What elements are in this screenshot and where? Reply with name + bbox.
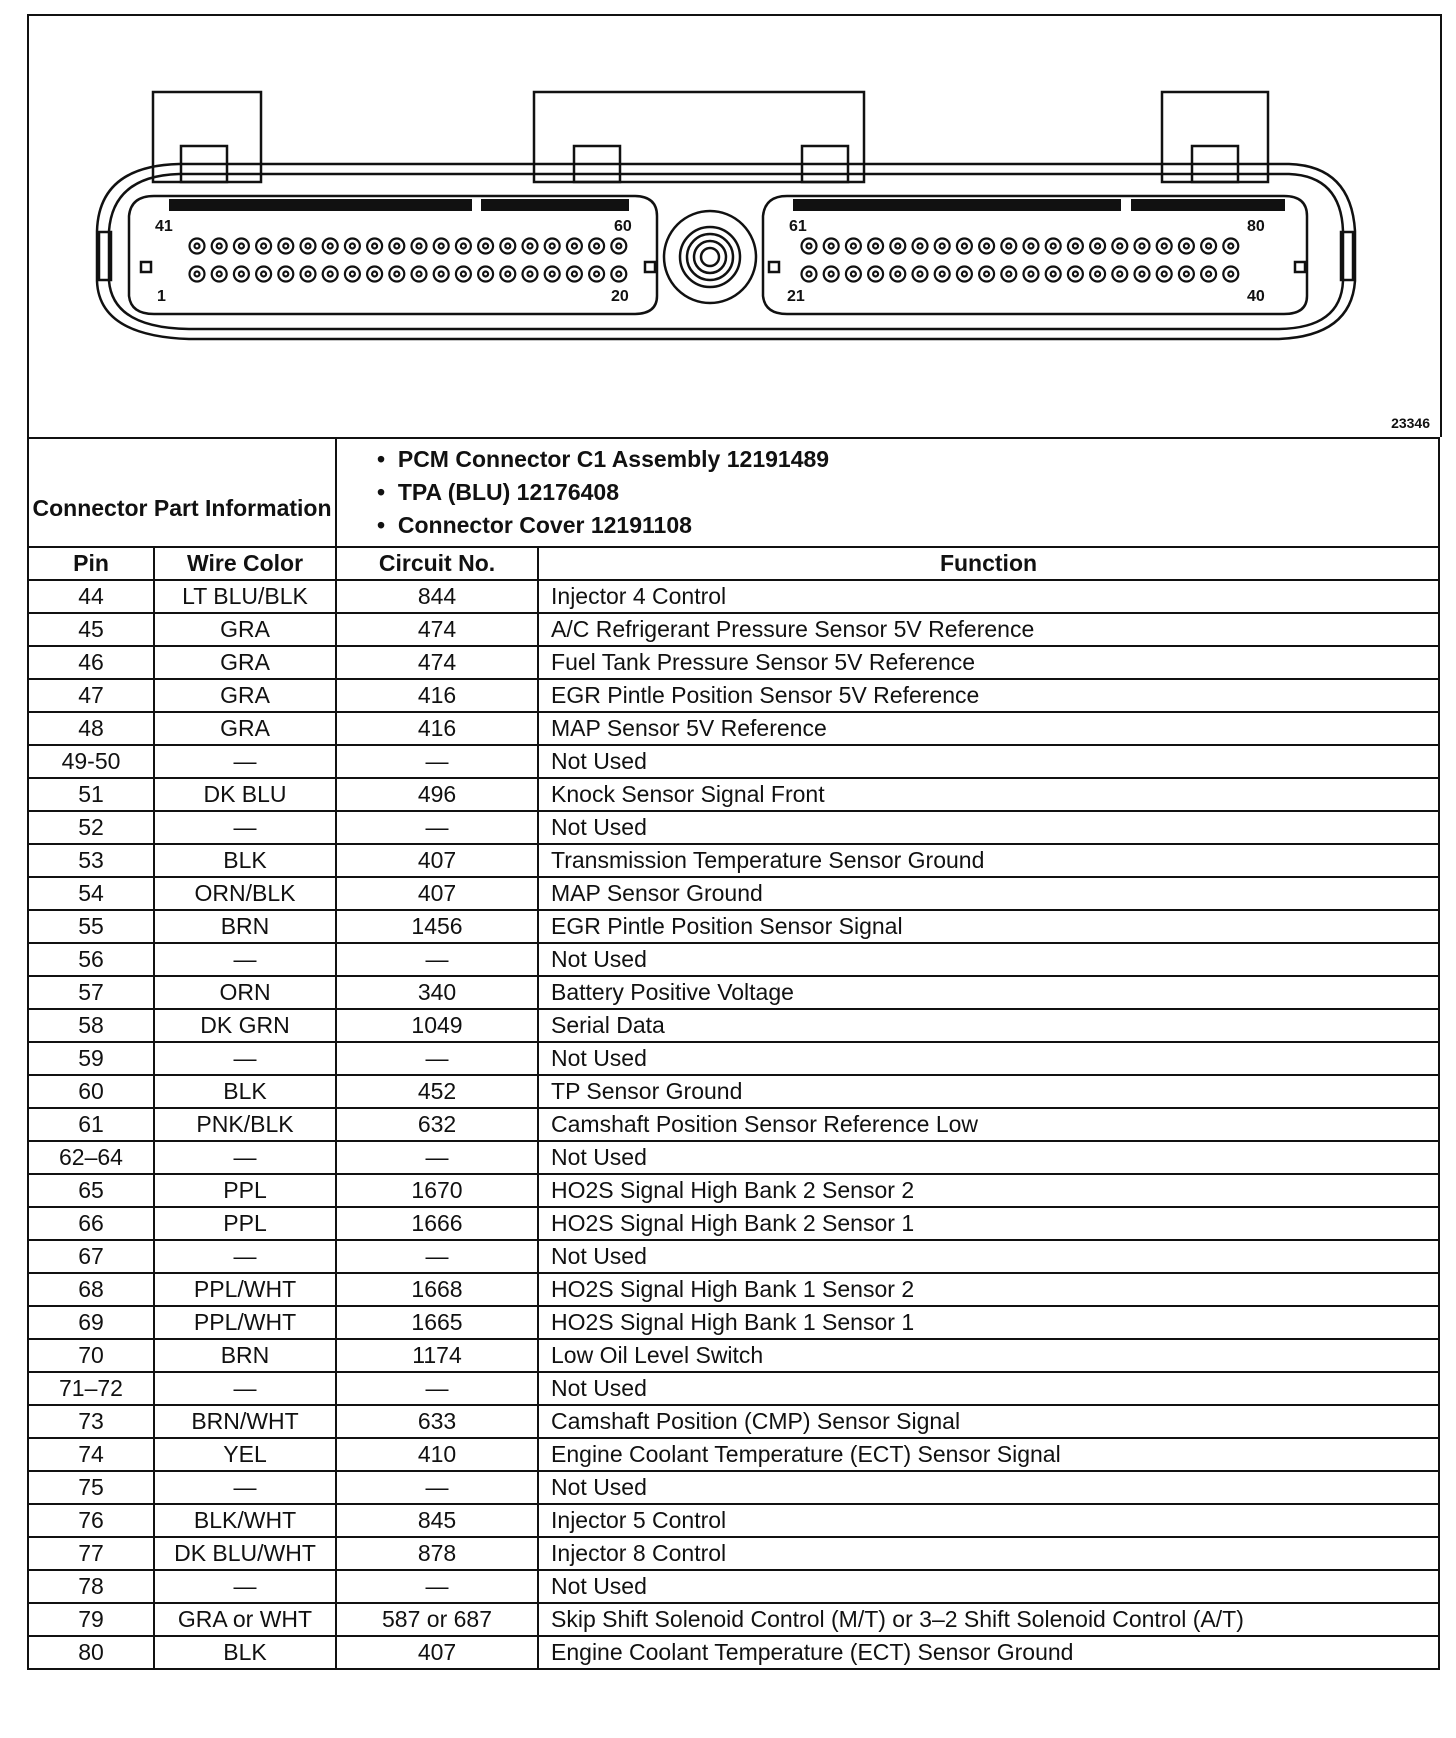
wire-color-cell: BLK bbox=[154, 844, 336, 877]
circuit-cell: 407 bbox=[336, 844, 538, 877]
pin-cavity-center bbox=[239, 244, 244, 249]
pin-cell: 71–72 bbox=[28, 1372, 154, 1405]
function-cell: Transmission Temperature Sensor Ground bbox=[538, 844, 1439, 877]
pin-cavity-center bbox=[461, 272, 466, 277]
function-cell: Not Used bbox=[538, 1141, 1439, 1174]
pin-cavity-center bbox=[1051, 244, 1056, 249]
pin-cavity-center bbox=[1206, 244, 1211, 249]
function-cell: Knock Sensor Signal Front bbox=[538, 778, 1439, 811]
pin-cavity-center bbox=[550, 272, 555, 277]
table-row bbox=[28, 1438, 1439, 1471]
pin-cavity-center bbox=[940, 272, 945, 277]
pin-cell: 66 bbox=[28, 1207, 154, 1240]
table-row bbox=[28, 844, 1439, 877]
table-row bbox=[28, 646, 1439, 679]
pin-cavity-center bbox=[962, 244, 967, 249]
pin-cell: 77 bbox=[28, 1537, 154, 1570]
function-cell: Not Used bbox=[538, 1471, 1439, 1504]
pin-cavity-center bbox=[1228, 244, 1233, 249]
wire-color-cell: — bbox=[154, 1141, 336, 1174]
pin-cell: 78 bbox=[28, 1570, 154, 1603]
pin-cavity-center bbox=[417, 244, 422, 249]
wire-color-cell: LT BLU/BLK bbox=[154, 580, 336, 613]
pin-cavity-center bbox=[483, 272, 488, 277]
wire-color-cell: — bbox=[154, 943, 336, 976]
pin-cell: 79 bbox=[28, 1603, 154, 1636]
table-row bbox=[28, 1603, 1439, 1636]
circuit-cell: 496 bbox=[336, 778, 538, 811]
pin-cavity-center bbox=[1140, 272, 1145, 277]
pin-cell: 62–64 bbox=[28, 1141, 154, 1174]
table-row bbox=[28, 679, 1439, 712]
pin-cavity-center bbox=[505, 272, 510, 277]
pin-cavity-center bbox=[984, 244, 989, 249]
pin-cell: 80 bbox=[28, 1636, 154, 1669]
function-cell: Engine Coolant Temperature (ECT) Sensor Ground bbox=[538, 1636, 1439, 1669]
circuit-cell: 1049 bbox=[336, 1009, 538, 1042]
pin-cavity-center bbox=[829, 272, 834, 277]
pin-cell: 49-50 bbox=[28, 745, 154, 778]
circuit-cell: 1668 bbox=[336, 1273, 538, 1306]
pin-cavity-center bbox=[962, 272, 967, 277]
pin-cell: 48 bbox=[28, 712, 154, 745]
function-cell: MAP Sensor 5V Reference bbox=[538, 712, 1439, 745]
table-row bbox=[28, 877, 1439, 910]
function-cell: HO2S Signal High Bank 1 Sensor 2 bbox=[538, 1273, 1439, 1306]
pin-cell: 53 bbox=[28, 844, 154, 877]
pin-cavity-center bbox=[372, 244, 377, 249]
wire-color-cell: BLK bbox=[154, 1636, 336, 1669]
part-info-item: • Connector Cover 12191108 bbox=[377, 512, 692, 538]
part-info-item: • PCM Connector C1 Assembly 12191489 bbox=[377, 446, 830, 472]
wire-color-cell: DK BLU bbox=[154, 778, 336, 811]
function-cell: Battery Positive Voltage bbox=[538, 976, 1439, 1009]
pin-cavity-center bbox=[1117, 272, 1122, 277]
figure-number: 23346 bbox=[1391, 415, 1430, 431]
connector-diagram-panel bbox=[27, 14, 1442, 437]
pin-cavity-center bbox=[306, 244, 311, 249]
pin-cavity-center bbox=[1006, 244, 1011, 249]
pin-cavity-center bbox=[1162, 272, 1167, 277]
function-cell: Not Used bbox=[538, 1372, 1439, 1405]
pin-cell: 58 bbox=[28, 1009, 154, 1042]
circuit-cell: — bbox=[336, 811, 538, 844]
wire-color-cell: GRA bbox=[154, 646, 336, 679]
function-cell: Skip Shift Solenoid Control (M/T) or 3–2 Shift Solenoid Control (A/T) bbox=[538, 1603, 1439, 1636]
pin-cavity-center bbox=[1073, 272, 1078, 277]
pin-cavity-center bbox=[984, 272, 989, 277]
pin-cavity-center bbox=[550, 244, 555, 249]
pin-cavity-center bbox=[217, 244, 222, 249]
table-row bbox=[28, 1141, 1439, 1174]
table-row bbox=[28, 976, 1439, 1009]
part-info-label: Connector Part Information bbox=[28, 438, 336, 547]
pin-cell: 52 bbox=[28, 811, 154, 844]
pin-cavity-center bbox=[328, 272, 333, 277]
pin-cavity-center bbox=[918, 244, 923, 249]
table-row bbox=[28, 1471, 1439, 1504]
pin-cell: 61 bbox=[28, 1108, 154, 1141]
circuit-cell: — bbox=[336, 745, 538, 778]
wire-color-cell: BLK/WHT bbox=[154, 1504, 336, 1537]
pin-cavity-center bbox=[1095, 272, 1100, 277]
circuit-cell: 1666 bbox=[336, 1207, 538, 1240]
function-cell: A/C Refrigerant Pressure Sensor 5V Reference bbox=[538, 613, 1439, 646]
table-row bbox=[28, 712, 1439, 745]
pin-cavity-center bbox=[851, 272, 856, 277]
function-cell: EGR Pintle Position Sensor Signal bbox=[538, 910, 1439, 943]
pin-cavity-center bbox=[439, 272, 444, 277]
function-cell: Serial Data bbox=[538, 1009, 1439, 1042]
pin-cavity-center bbox=[616, 244, 621, 249]
pin-cavity-center bbox=[1095, 244, 1100, 249]
table-row bbox=[28, 745, 1439, 778]
circuit-cell: 1174 bbox=[336, 1339, 538, 1372]
table-row bbox=[28, 1075, 1439, 1108]
table-row bbox=[28, 1504, 1439, 1537]
function-cell: Camshaft Position Sensor Reference Low bbox=[538, 1108, 1439, 1141]
wire-color-cell: DK GRN bbox=[154, 1009, 336, 1042]
pin-cell: 57 bbox=[28, 976, 154, 1009]
function-cell: Camshaft Position (CMP) Sensor Signal bbox=[538, 1405, 1439, 1438]
circuit-cell: 1456 bbox=[336, 910, 538, 943]
pin-cell: 76 bbox=[28, 1504, 154, 1537]
pin-label-40: 40 bbox=[1247, 288, 1265, 305]
pin-cavity-center bbox=[439, 244, 444, 249]
table-row bbox=[28, 1537, 1439, 1570]
table-row bbox=[28, 613, 1439, 646]
wire-color-cell: — bbox=[154, 1042, 336, 1075]
table-row bbox=[28, 1636, 1439, 1669]
wire-color-cell: GRA bbox=[154, 679, 336, 712]
circuit-cell: — bbox=[336, 1570, 538, 1603]
pin-cavity-center bbox=[350, 272, 355, 277]
pin-cavity-center bbox=[528, 272, 533, 277]
pin-cavity-center bbox=[195, 272, 200, 277]
function-cell: Not Used bbox=[538, 943, 1439, 976]
pin-cavity-center bbox=[829, 244, 834, 249]
table-row bbox=[28, 1207, 1439, 1240]
header-pin: Pin bbox=[28, 547, 154, 580]
table-row bbox=[28, 910, 1439, 943]
connector-document bbox=[27, 14, 1440, 1670]
circuit-cell: 587 or 687 bbox=[336, 1603, 538, 1636]
header-wire-color: Wire Color bbox=[154, 547, 336, 580]
circuit-cell: 633 bbox=[336, 1405, 538, 1438]
circuit-cell: 474 bbox=[336, 646, 538, 679]
pin-cavity-center bbox=[572, 272, 577, 277]
table-row bbox=[28, 778, 1439, 811]
pin-cavity-center bbox=[372, 272, 377, 277]
pin-cavity-center bbox=[328, 244, 333, 249]
wire-color-cell: — bbox=[154, 745, 336, 778]
pin-cell: 75 bbox=[28, 1471, 154, 1504]
circuit-cell: 878 bbox=[336, 1537, 538, 1570]
pin-label-80: 80 bbox=[1247, 218, 1265, 235]
pin-table bbox=[27, 437, 1440, 1670]
table-row bbox=[28, 580, 1439, 613]
wire-color-cell: BLK bbox=[154, 1075, 336, 1108]
circuit-cell: 1665 bbox=[336, 1306, 538, 1339]
wire-color-cell: DK BLU/WHT bbox=[154, 1537, 336, 1570]
part-info-item: • TPA (BLU) 12176408 bbox=[377, 479, 619, 505]
function-cell: Not Used bbox=[538, 745, 1439, 778]
pin-cavity-center bbox=[873, 272, 878, 277]
pin-cell: 73 bbox=[28, 1405, 154, 1438]
pin-cell: 56 bbox=[28, 943, 154, 976]
wire-color-cell: PPL bbox=[154, 1174, 336, 1207]
circuit-cell: 474 bbox=[336, 613, 538, 646]
pin-cavity-center bbox=[283, 244, 288, 249]
pin-cavity-center bbox=[895, 244, 900, 249]
pin-cavity-center bbox=[1184, 244, 1189, 249]
pin-cavity-center bbox=[394, 244, 399, 249]
pin-cavity-center bbox=[217, 272, 222, 277]
header-circuit: Circuit No. bbox=[336, 547, 538, 580]
wire-color-cell: PPL/WHT bbox=[154, 1306, 336, 1339]
pin-cavity-center bbox=[807, 272, 812, 277]
circuit-cell: 632 bbox=[336, 1108, 538, 1141]
circuit-cell: 410 bbox=[336, 1438, 538, 1471]
wire-color-cell: — bbox=[154, 1471, 336, 1504]
table-row bbox=[28, 1372, 1439, 1405]
function-cell: Injector 8 Control bbox=[538, 1537, 1439, 1570]
wire-color-cell: ORN/BLK bbox=[154, 877, 336, 910]
function-cell: TP Sensor Ground bbox=[538, 1075, 1439, 1108]
circuit-cell: 845 bbox=[336, 1504, 538, 1537]
part-info-list bbox=[336, 438, 1439, 547]
pin-cavity-center bbox=[195, 244, 200, 249]
wire-color-cell: YEL bbox=[154, 1438, 336, 1471]
pin-cell: 59 bbox=[28, 1042, 154, 1075]
pin-cavity-center bbox=[616, 272, 621, 277]
table-row bbox=[28, 811, 1439, 844]
table-row bbox=[28, 1042, 1439, 1075]
circuit-cell: 416 bbox=[336, 712, 538, 745]
pin-cell: 67 bbox=[28, 1240, 154, 1273]
wire-color-cell: — bbox=[154, 1372, 336, 1405]
circuit-cell: 844 bbox=[336, 580, 538, 613]
wire-color-cell: GRA or WHT bbox=[154, 1603, 336, 1636]
function-cell: HO2S Signal High Bank 2 Sensor 1 bbox=[538, 1207, 1439, 1240]
function-cell: HO2S Signal High Bank 1 Sensor 1 bbox=[538, 1306, 1439, 1339]
function-cell: Not Used bbox=[538, 1570, 1439, 1603]
circuit-cell: 416 bbox=[336, 679, 538, 712]
table-row bbox=[28, 1273, 1439, 1306]
circuit-cell: — bbox=[336, 1042, 538, 1075]
function-cell: Not Used bbox=[538, 1240, 1439, 1273]
pin-label-21: 21 bbox=[787, 288, 805, 305]
pin-cavity-center bbox=[505, 244, 510, 249]
function-cell: EGR Pintle Position Sensor 5V Reference bbox=[538, 679, 1439, 712]
circuit-cell: — bbox=[336, 1240, 538, 1273]
pin-label-41: 41 bbox=[155, 218, 173, 235]
wire-color-cell: GRA bbox=[154, 712, 336, 745]
table-row bbox=[28, 1405, 1439, 1438]
wire-color-cell: GRA bbox=[154, 613, 336, 646]
circuit-cell: 1670 bbox=[336, 1174, 538, 1207]
pin-cell: 68 bbox=[28, 1273, 154, 1306]
pin-cavity-center bbox=[1051, 272, 1056, 277]
wire-color-cell: BRN bbox=[154, 1339, 336, 1372]
pin-label-61: 61 bbox=[789, 218, 807, 235]
table-row bbox=[28, 943, 1439, 976]
pin-cavity-center bbox=[239, 272, 244, 277]
wire-color-cell: BRN bbox=[154, 910, 336, 943]
pin-cell: 65 bbox=[28, 1174, 154, 1207]
function-cell: Not Used bbox=[538, 1042, 1439, 1075]
pin-cavity-center bbox=[1029, 244, 1034, 249]
function-cell: Fuel Tank Pressure Sensor 5V Reference bbox=[538, 646, 1439, 679]
pin-cavity-center bbox=[940, 244, 945, 249]
table-row bbox=[28, 1339, 1439, 1372]
pin-cavity-center bbox=[417, 272, 422, 277]
pin-cavity-center bbox=[1140, 244, 1145, 249]
wire-color-cell: PPL/WHT bbox=[154, 1273, 336, 1306]
pin-cavity-center bbox=[350, 244, 355, 249]
pin-cavity-center bbox=[1162, 244, 1167, 249]
function-cell: MAP Sensor Ground bbox=[538, 877, 1439, 910]
pin-cavity-center bbox=[895, 272, 900, 277]
wire-color-cell: — bbox=[154, 1570, 336, 1603]
wire-color-cell: ORN bbox=[154, 976, 336, 1009]
pin-cell: 74 bbox=[28, 1438, 154, 1471]
pin-cell: 60 bbox=[28, 1075, 154, 1108]
pin-cavity-center bbox=[873, 244, 878, 249]
pin-cavity-center bbox=[851, 244, 856, 249]
table-row bbox=[28, 1570, 1439, 1603]
table-row bbox=[28, 1108, 1439, 1141]
wire-color-cell: BRN/WHT bbox=[154, 1405, 336, 1438]
pin-cavity-center bbox=[1117, 244, 1122, 249]
circuit-cell: 452 bbox=[336, 1075, 538, 1108]
pin-cavity-center bbox=[1073, 244, 1078, 249]
pin-cavity-center bbox=[1029, 272, 1034, 277]
pin-label-20: 20 bbox=[611, 288, 629, 305]
circuit-cell: — bbox=[336, 1471, 538, 1504]
function-cell: Injector 4 Control bbox=[538, 580, 1439, 613]
pin-cavity-center bbox=[483, 244, 488, 249]
pin-cavity-center bbox=[1006, 272, 1011, 277]
table-row bbox=[28, 1306, 1439, 1339]
pin-label-60: 60 bbox=[614, 218, 632, 235]
wire-color-cell: PPL bbox=[154, 1207, 336, 1240]
circuit-cell: — bbox=[336, 1372, 538, 1405]
function-cell: HO2S Signal High Bank 2 Sensor 2 bbox=[538, 1174, 1439, 1207]
pin-cavity-center bbox=[807, 244, 812, 249]
pin-cell: 46 bbox=[28, 646, 154, 679]
header-function: Function bbox=[538, 547, 1439, 580]
pin-label-1: 1 bbox=[157, 288, 166, 305]
pin-cell: 54 bbox=[28, 877, 154, 910]
pin-cell: 69 bbox=[28, 1306, 154, 1339]
pin-cavity-center bbox=[1206, 272, 1211, 277]
pin-cavity-center bbox=[1228, 272, 1233, 277]
table-header-row bbox=[28, 547, 1439, 580]
pin-cell: 45 bbox=[28, 613, 154, 646]
pin-cell: 51 bbox=[28, 778, 154, 811]
pin-cavity-center bbox=[261, 272, 266, 277]
circuit-cell: 340 bbox=[336, 976, 538, 1009]
pin-cavity-center bbox=[594, 244, 599, 249]
part-info-row bbox=[28, 438, 1439, 547]
pin-cavity-center bbox=[1184, 272, 1189, 277]
pin-cell: 47 bbox=[28, 679, 154, 712]
wire-color-cell: — bbox=[154, 1240, 336, 1273]
function-cell: Engine Coolant Temperature (ECT) Sensor Signal bbox=[538, 1438, 1439, 1471]
function-cell: Not Used bbox=[538, 811, 1439, 844]
pin-cavity-center bbox=[461, 244, 466, 249]
wire-color-cell: PNK/BLK bbox=[154, 1108, 336, 1141]
table-row bbox=[28, 1174, 1439, 1207]
pin-cell: 44 bbox=[28, 580, 154, 613]
circuit-cell: 407 bbox=[336, 877, 538, 910]
wire-color-cell: — bbox=[154, 811, 336, 844]
function-cell: Low Oil Level Switch bbox=[538, 1339, 1439, 1372]
circuit-cell: — bbox=[336, 1141, 538, 1174]
pin-cavity-center bbox=[261, 244, 266, 249]
circuit-cell: — bbox=[336, 943, 538, 976]
pin-cavity-center bbox=[394, 272, 399, 277]
circuit-cell: 407 bbox=[336, 1636, 538, 1669]
pin-cavity-center bbox=[918, 272, 923, 277]
pin-cell: 70 bbox=[28, 1339, 154, 1372]
pin-cavity-center bbox=[528, 244, 533, 249]
connector-face-icon bbox=[29, 16, 1440, 437]
pin-cell: 55 bbox=[28, 910, 154, 943]
pin-cavity-center bbox=[283, 272, 288, 277]
pin-cavity-center bbox=[306, 272, 311, 277]
pin-cavity-center bbox=[594, 272, 599, 277]
function-cell: Injector 5 Control bbox=[538, 1504, 1439, 1537]
table-row bbox=[28, 1240, 1439, 1273]
table-row bbox=[28, 1009, 1439, 1042]
pin-cavity-center bbox=[572, 244, 577, 249]
